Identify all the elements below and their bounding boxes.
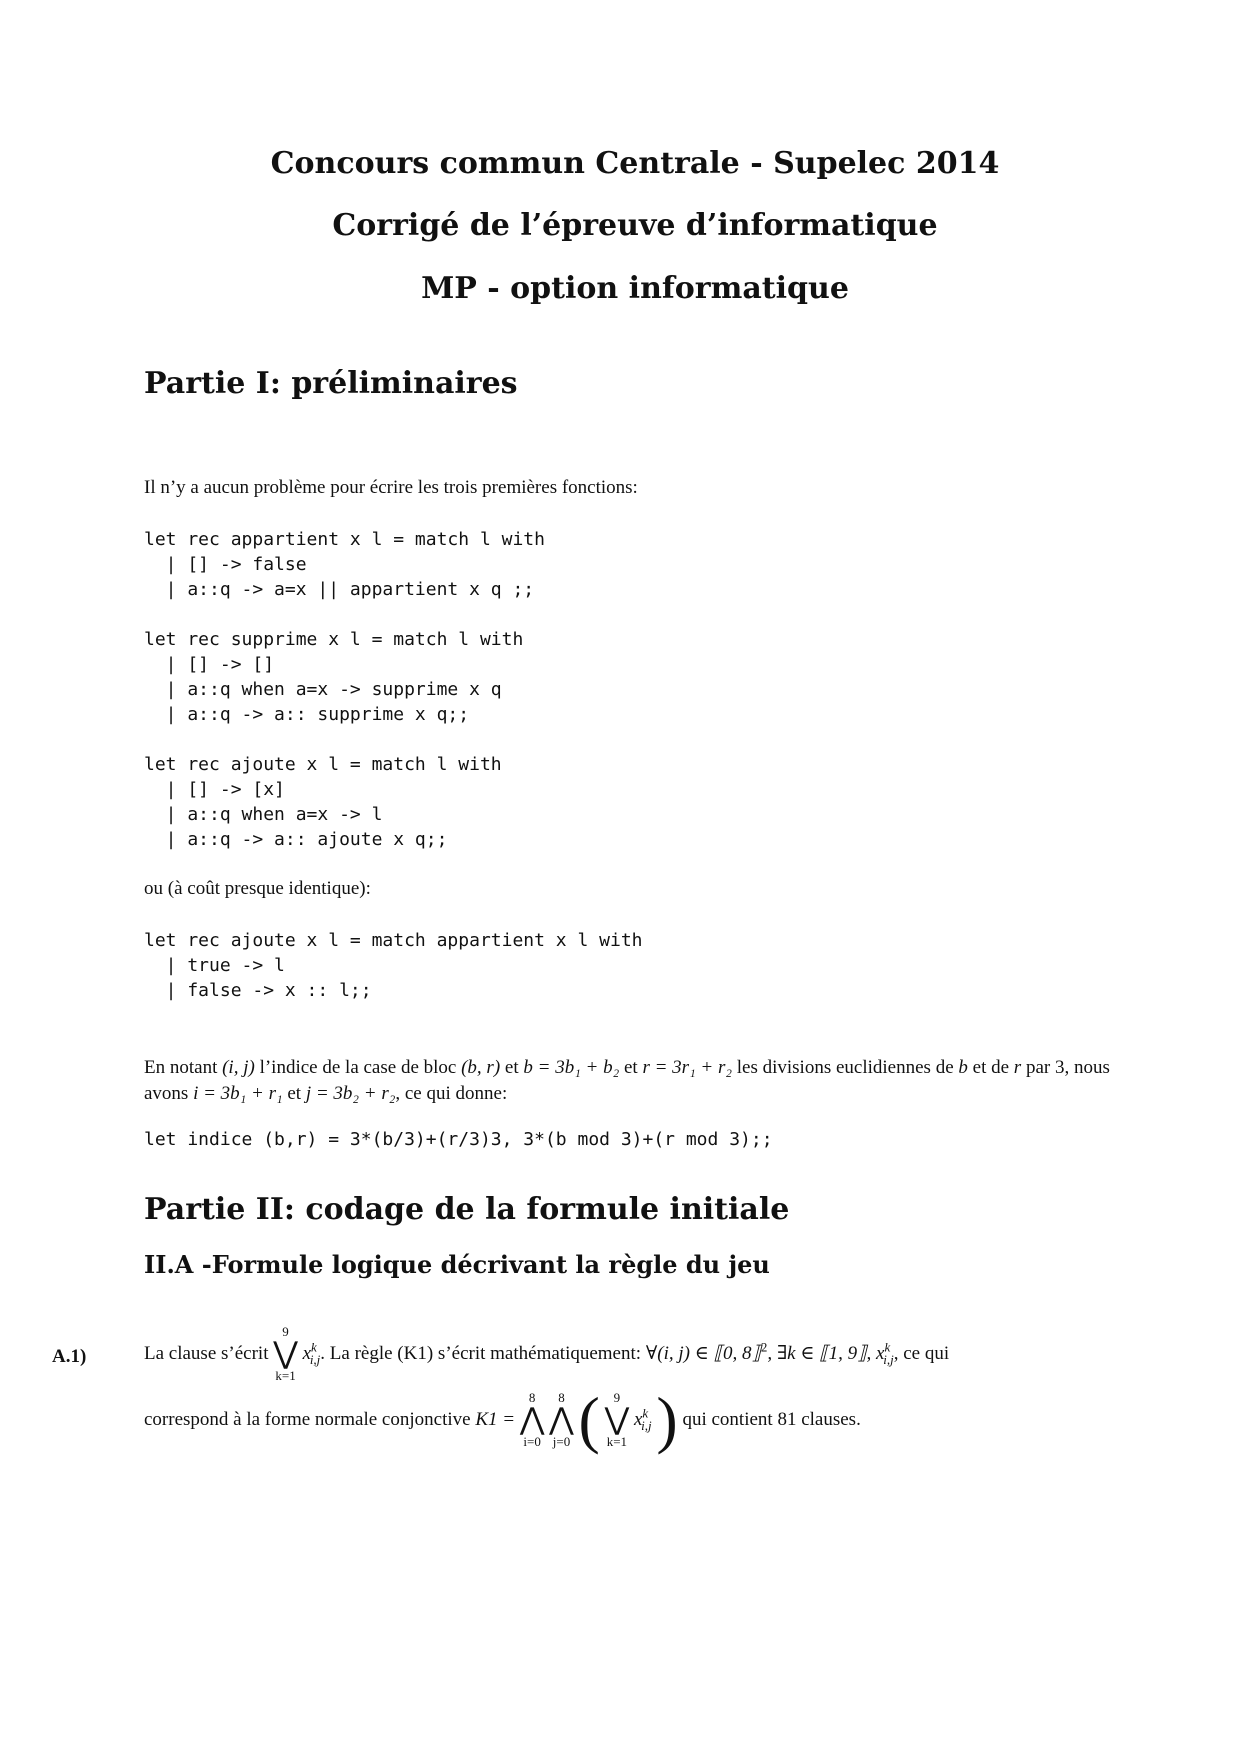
part2a-subheading: II.A -Formule logique décrivant la règle du jeu bbox=[144, 1250, 770, 1279]
document-title: Concours commun Centrale - Supelec 2014 bbox=[270, 146, 1000, 181]
answer-a1-line2: correspond à la forme normale conjonctive K1 = 8 ⋀ i=0 8 ⋀ j=0 ( 9 ⋁ k=1 $x^k_{i,j}$ ) qui contient 81 clauses. bbox=[144, 1384, 861, 1455]
alt-intro: ou (à coût presque identique): bbox=[144, 878, 371, 899]
big-or-operator-inner: 9 ⋁ k=1 bbox=[604, 1390, 630, 1449]
code-block-ajoute-alt: let rec ajoute x l = match appartient x l with | true -> l | false -> x :: l;; bbox=[144, 930, 643, 1001]
big-and-operator-j: 8 ⋀ j=0 bbox=[549, 1390, 574, 1449]
code-block-indice: let indice (b,r) = 3*(b/3)+(r/3)3, 3*(b mod 3)+(r mod 3);; bbox=[144, 1129, 773, 1150]
part2-heading: Partie II: codage de la formule initiale bbox=[144, 1192, 790, 1227]
code-block-functions: let rec appartient x l = match l with | [] -> false | a::q -> a=x || appartient x q ;; let rec supprime x l = match l with | [] -> [] | a::q when a=x -> supprime x q | a::q -> a:: supprime x q;; let rec ajoute x l = match l with | [] -> [x] | a::q when a=x -> l | a::q -> a:: ajoute x q;; bbox=[144, 529, 545, 850]
big-and-operator-i: 8 ⋀ i=0 bbox=[519, 1390, 545, 1449]
big-or-operator: 9 ⋁ k=1 bbox=[273, 1324, 298, 1383]
part1-heading: Partie I: préliminaires bbox=[144, 366, 518, 401]
part1-intro: Il n’y a aucun problème pour écrire les trois premières fonctions: bbox=[144, 477, 638, 498]
document-subtitle: Corrigé de l’épreuve d’informatique bbox=[332, 208, 938, 243]
document-track: MP - option informatique bbox=[421, 271, 849, 306]
indice-paragraph: En notant (i, j) l’indice de la case de bloc (b, r) et b = 3b₁ + b₂ et r = 3r₁ + r₂ les divisions euclidiennes de b et de r par 3, nous avons i = 3b₁ + r₁ et j = 3b₂ + r₂, ce qui donne: bbox=[144, 1057, 1110, 1104]
answer-a1-line1: La clause s’écrit 9 ⋁ k=1 $x^k_{i,j}$. La règle (K1) s’écrit mathématiquement: ∀(i, j) ∈ ⟦0, 8⟧$^2$, ∃k ∈ ⟦1, 9⟧, $x^k_{i,j}$, ce qui bbox=[144, 1324, 950, 1383]
question-label: A.1) bbox=[52, 1346, 87, 1367]
